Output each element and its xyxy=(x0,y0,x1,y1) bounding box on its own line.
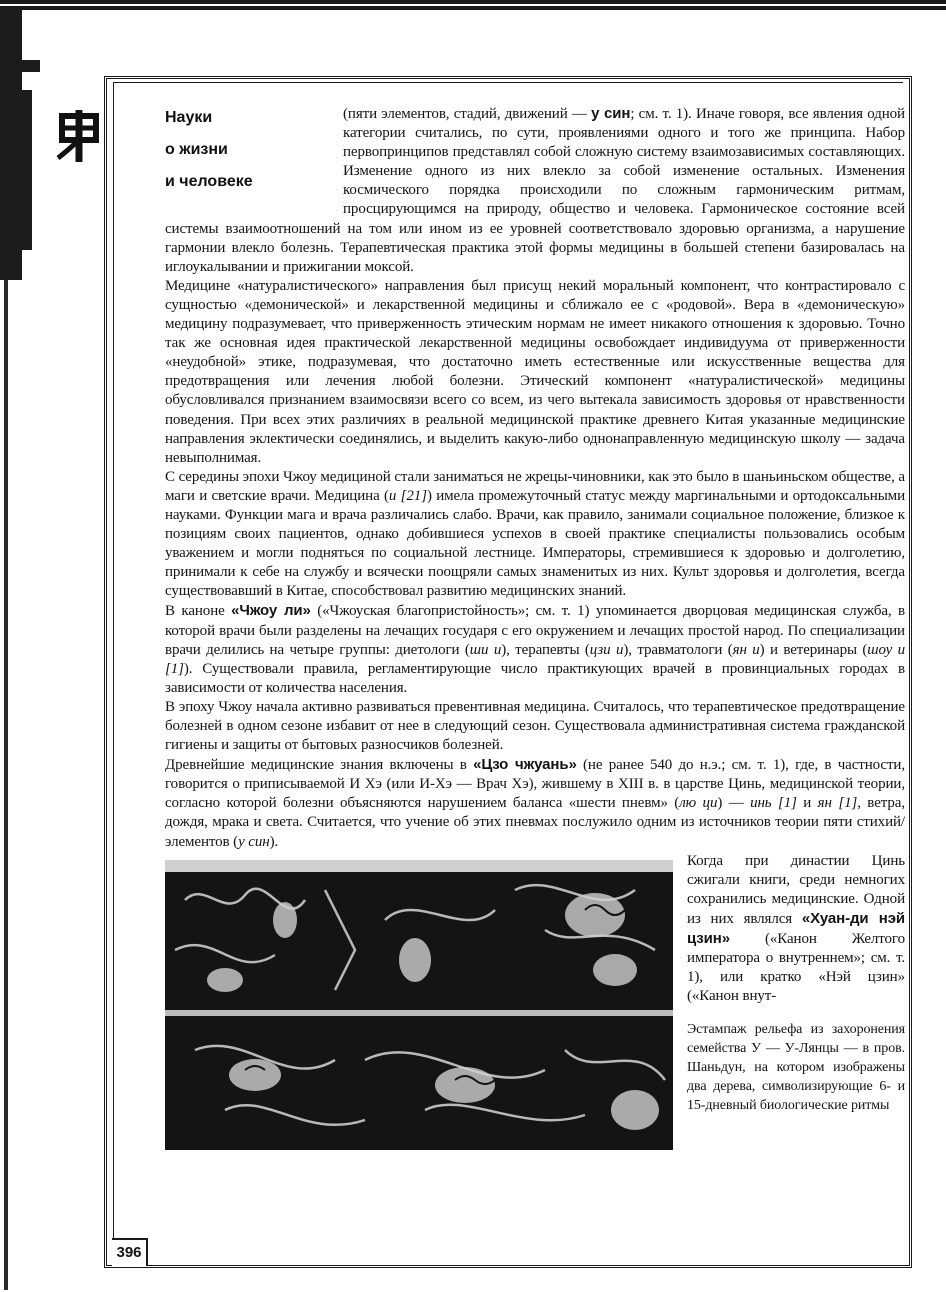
italic-term: и [21] xyxy=(388,487,427,504)
text-run: С середины эпохи Чжоу медициной стали заниматься не жрецы-чиновники, как это было в шаньиньском обществе, а маги и светские врачи. Медицина ( xyxy=(165,468,905,504)
italic-term: инь [1] xyxy=(750,795,797,812)
emphasis-title: «Хуан-ди нэй цзин» xyxy=(687,909,905,948)
text-run: , ветра, дождя, мрака и света. Считается, что учение об этих пневмах послужило одним из источников теории пяти стихий/элементов ( xyxy=(165,795,905,850)
text-run: Древнейшие медицинские знания включены в xyxy=(165,757,474,774)
section-title-line: и человеке xyxy=(165,173,253,190)
top-rule xyxy=(0,0,946,10)
emphasis-title: «Чжоу ли» xyxy=(231,602,311,620)
text-run: ), терапевты ( xyxy=(501,641,590,658)
page-edge-scan-artifact xyxy=(0,10,90,1292)
paragraph xyxy=(165,277,905,468)
text-run: ). xyxy=(269,833,279,850)
paragraph xyxy=(165,468,905,602)
relief-rubbing-image xyxy=(165,860,673,1150)
paragraph xyxy=(165,755,905,851)
text-run: ) имела промежуточный статус между маргинальными и ортодоксальными науками. Функции мага и врача различались слабо. Врачи, как правило, занимали социальное положение, близкое к позициям своих пациентов, однако добившиеся успехов в своей практике специалисты пользовались особым уважением и могли подняться по социальной лестнице. Императоры, стремившиеся к здоровью и долголетию, принимали к себе на службу и всячески поощряли самых знаменитых из них. Культ здоровья и долголетия, всегда существовавший в Китае, способствовал развитию медицинских знаний. xyxy=(165,487,906,600)
text-run: («Канон Желтого императора о внутреннем»; см. т. 1), или кратко «Нэй цзин» («Канон внут- xyxy=(687,931,905,1005)
italic-term: ян [1] xyxy=(817,795,858,812)
text-run: ). Существовали правила, регламентирующие число практикующих врачей в провинциальных городах в зависимости от количества населения. xyxy=(165,660,905,696)
text-run: («Чжоуская благопристойность»; см. т. 1) упоминается дворцовая медицинская служба, в которой врачи были разделены на лечащих государя с его окружением и лечащих простой народ. По специализации врачи делились на четыре группы: диетологи ( xyxy=(165,603,906,658)
body-text xyxy=(165,104,905,1168)
text-run: В эпоху Чжоу начала активно развиваться превентивная медицина. Считалось, что терапевтическое предотвращение болезней в одном сезоне избавит от нее в следующий сезон. Существовала административная система гражданской гигиены и защиты от бытовых разносчиков болезней. xyxy=(165,698,905,754)
section-title-line: о жизни xyxy=(165,141,228,158)
emphasis-title: у син xyxy=(591,105,631,122)
italic-term: ян и xyxy=(732,641,760,658)
text-run: Когда при династии Цинь сжигали книги, среди немногих сохранились медицинские. Одной из них являлся xyxy=(687,852,905,927)
section-title-line: Науки xyxy=(165,109,213,126)
paragraph xyxy=(165,698,905,755)
italic-term: цзи и xyxy=(589,641,624,658)
text-run: Медицине «натуралистического» направления был присущ некий моральный компонент, что контрастировало с сущностью «демонической» и лекарственной медицины и сближало ее с «родовой». Вера в «демоническую» медицину подразумевает, что приверженность этическим нормам не имеет никакого отношения к здоровью. Точно так же основная идея практической лекарственной медицины освобождает индивидуума от приверженности «неудобной» этике, подразумевая, что достаточно иметь естественные или искусственные вещества для предотвращения или лечения любой болезни. Этический компонент «натуралистической» медицины обусловливался признанием взаимосвязи всего со всем, из чего вытекала зависимость здоровья от нравственности поведения. При всех этих различиях в реальной медицинской практике древнего Китая указанные медицинские направления эклектически соединялись, и выделить какую-либо однонаправленную медицинскую школу — задача невыполнимая. xyxy=(165,277,905,466)
text-run: (не ранее 540 до н.э.; см. т. 1), где, в частности, говорится о приписываемой И Хэ (или И-Хэ — Врач Хэ), жившему в XIII в. в царстве Цинь, медицинской теории, согласно которой болезни объясняются нарушением баланса «шести пневм» ( xyxy=(165,757,906,812)
text-run: ; см. т. 1). Иначе говоря, все явления одной категории считались, по сути, проявлениями одного и того же принципа. Набор первопринципов представлял собой сложную систему взаимозависимых составляющих. Изменение одного из них влекло за собой изменение остальных. Изменения космического порядка происходили по сложным гармоническим ритмам, просцирующимся на природу, общество и человека. Гармоническое состояние всей системы взаимоотношений на том или ином из ее уровней соответствовало здоровью организма, а нарушение гармонии влекло болезнь. Терапевтическая практика этой формы медицины в большей степени базировалась на иглоукалывании и прижигании моксой. xyxy=(165,106,905,275)
text-run: В каноне xyxy=(165,603,232,620)
page-number: 396 xyxy=(112,1238,148,1266)
paragraph xyxy=(165,601,905,697)
text-run: и xyxy=(796,795,818,812)
text-run: (пяти элементов, стадий, движений — xyxy=(343,106,592,122)
section-glyph-icon xyxy=(56,108,102,164)
figure xyxy=(165,860,673,1168)
text-run: ) и ветеринары ( xyxy=(759,641,868,658)
text-run: ) — xyxy=(717,795,751,812)
italic-term: шоу и [1] xyxy=(165,641,905,677)
italic-term: лю ци xyxy=(679,795,718,812)
italic-term: у син xyxy=(238,833,270,850)
italic-term: ши и xyxy=(469,641,502,658)
figure-caption: Эстампаж рельефа из захоронения семейства У — У-Лянцы — в пров. Шаньдун, на котором изображены два дерева, символизирующие 6- и 15-дневный биологические ритмы xyxy=(687,1022,905,1114)
text-run: ), травматологи ( xyxy=(623,641,733,658)
emphasis-title: «Цзо чжуань» xyxy=(473,756,577,774)
